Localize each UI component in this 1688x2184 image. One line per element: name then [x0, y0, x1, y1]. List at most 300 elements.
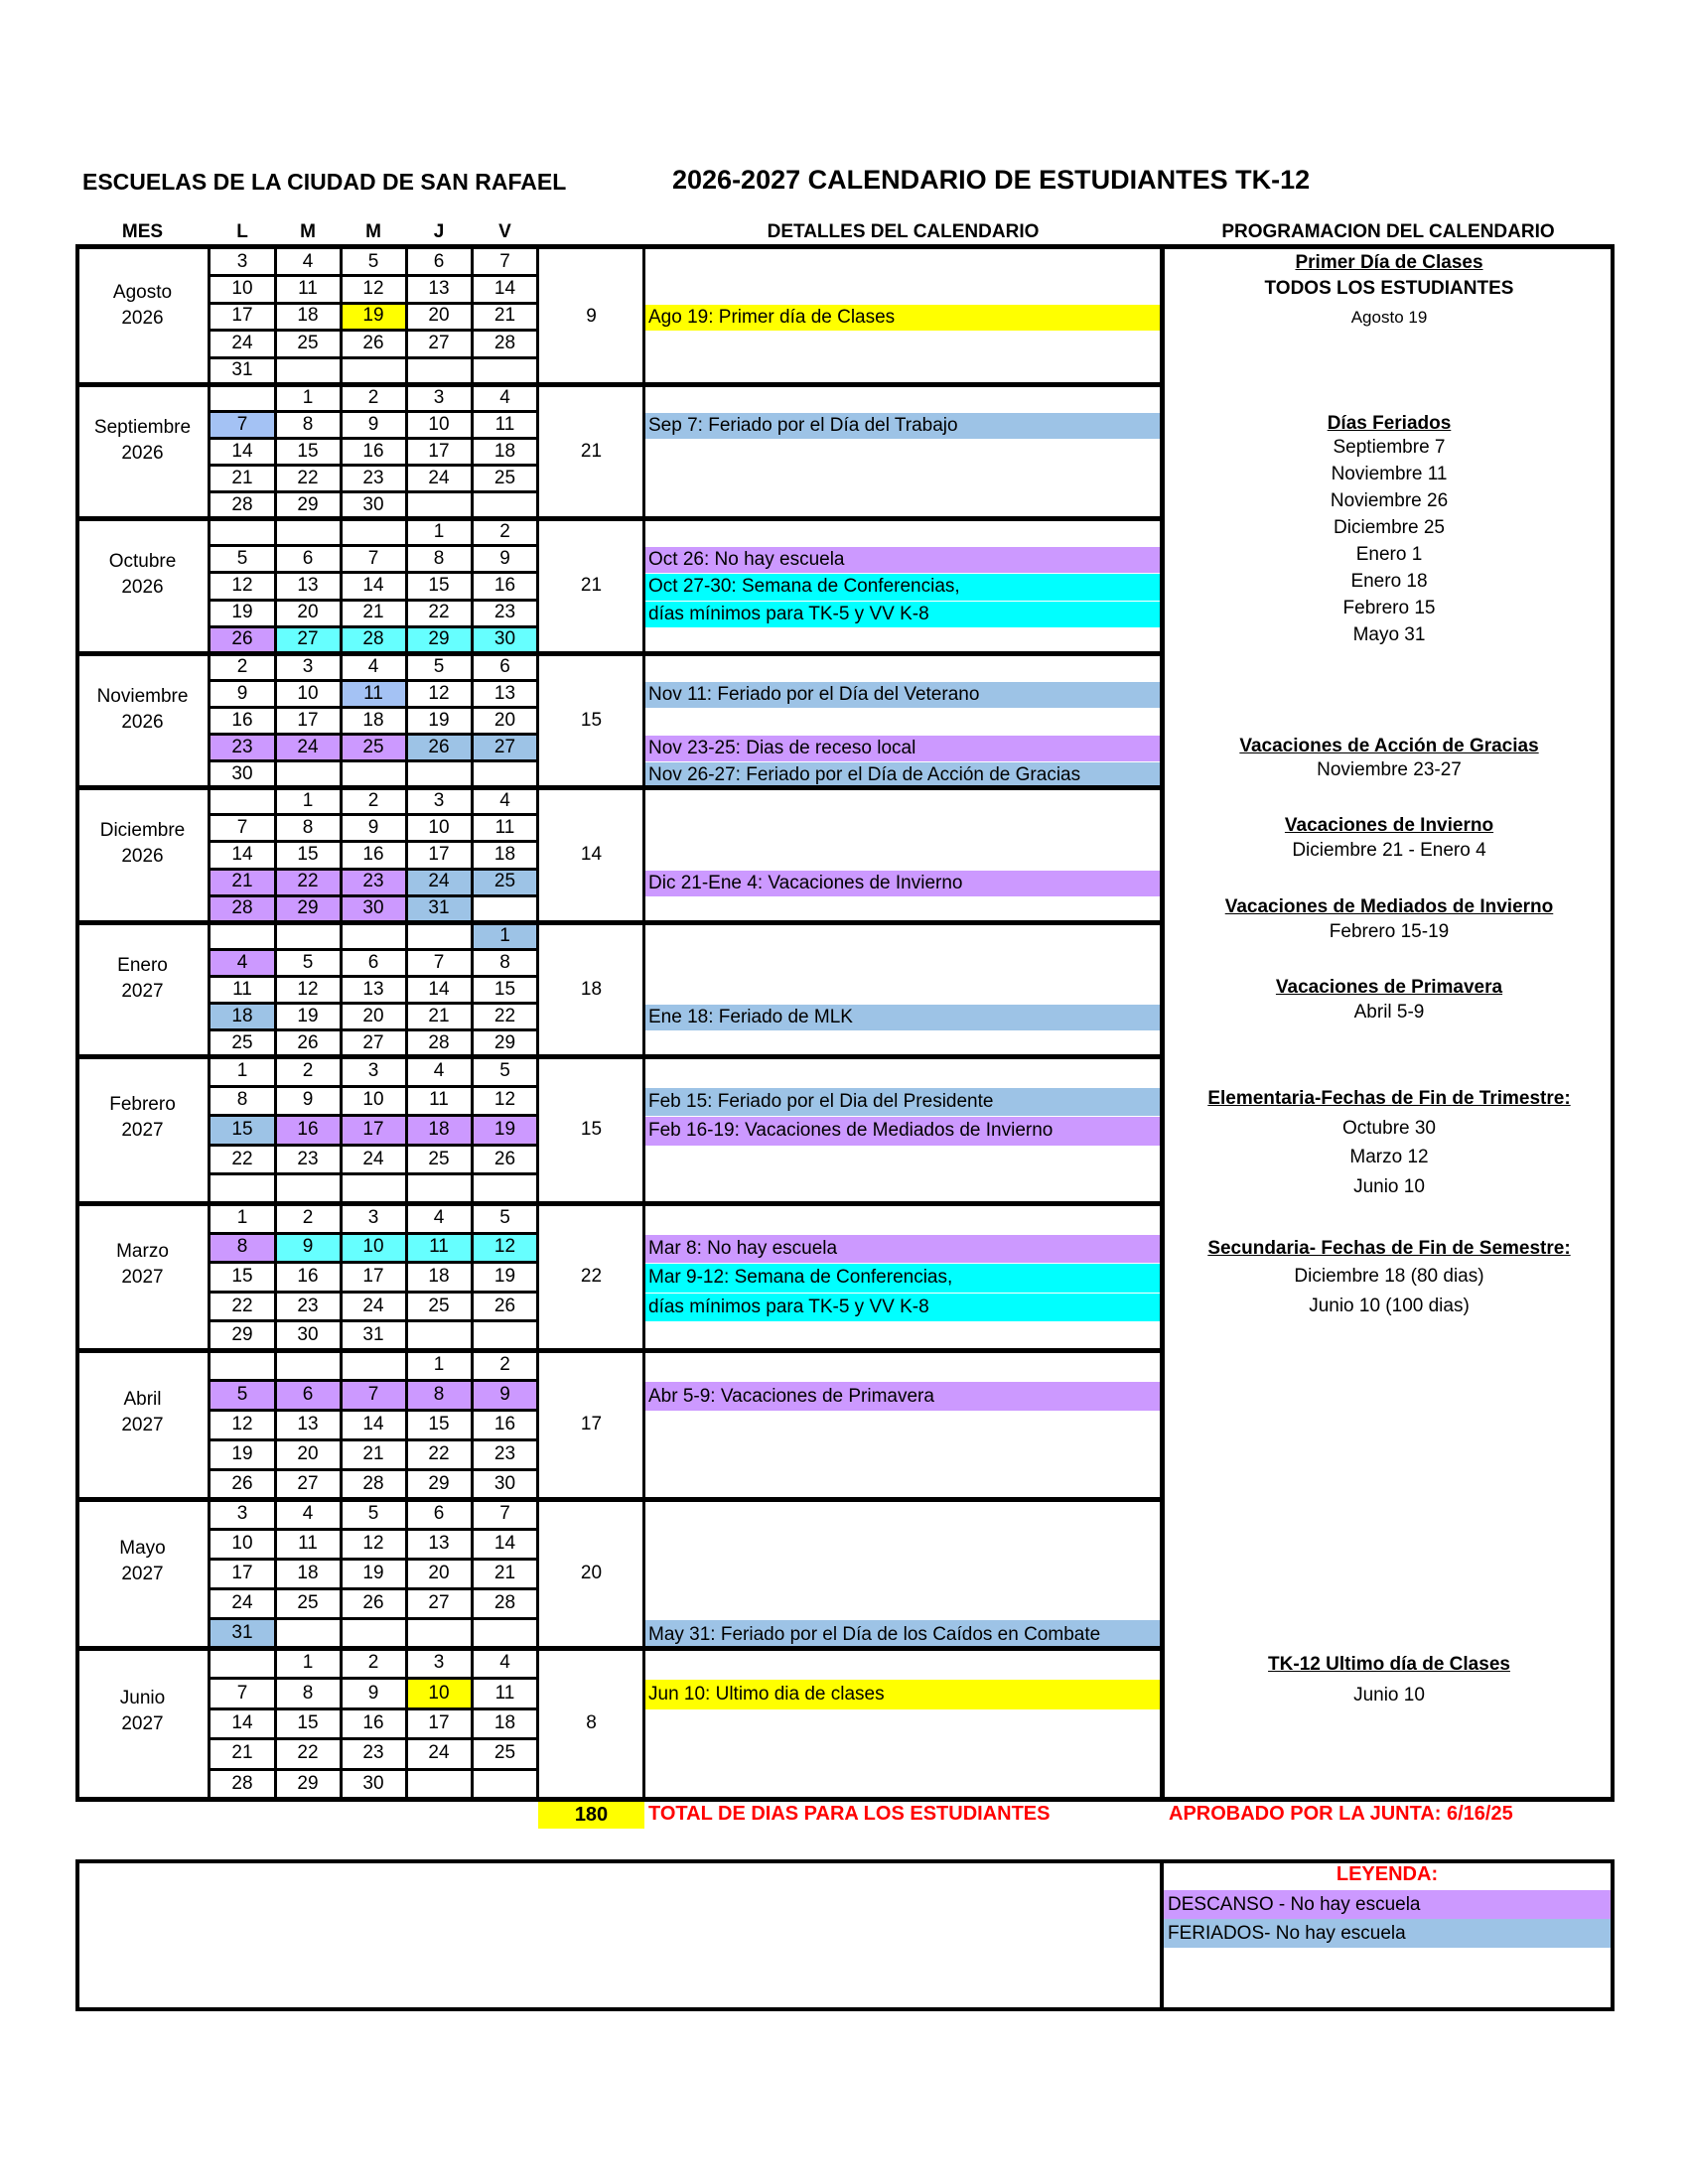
day-cell: 10 [231, 278, 253, 300]
day-cell: 8 [302, 816, 314, 838]
first-day-date [1166, 304, 1613, 331]
day-cell: 16 [362, 1711, 384, 1733]
day-cell: 3 [236, 250, 248, 272]
detail-text: Mar 8: No hay escuela [648, 1237, 838, 1259]
detail-text: Ene 18: Feriado de MLK [648, 1007, 853, 1027]
grid-line [405, 248, 408, 1799]
day-cell: 10 [231, 1533, 253, 1554]
detail-row [644, 1264, 1162, 1293]
day-cell: 18 [406, 1115, 472, 1145]
legend-title: LEYENDA: [1336, 1863, 1439, 1885]
grid-line [210, 975, 538, 978]
day-cell: 8 [406, 1380, 472, 1410]
grid-line [210, 356, 538, 359]
holidays-heading: Días Feriados [1327, 413, 1452, 434]
grid-line [210, 1002, 538, 1005]
day-cell: 9 [275, 1233, 341, 1263]
day-cell: 27 [472, 734, 538, 760]
detail-row [644, 1294, 1162, 1322]
day-cell: 26 [362, 1592, 384, 1613]
column-header-jueves: J [433, 221, 445, 242]
day-cell: 18 [493, 440, 516, 462]
grid-line [75, 920, 1162, 925]
day-cell: 25 [428, 1148, 450, 1169]
day-cell: 5 [210, 1380, 275, 1410]
day-cell: 24 [428, 1742, 450, 1764]
day-cell: 31 [231, 359, 253, 381]
day-cell: 6 [302, 547, 314, 569]
day-cell: 9 [499, 547, 510, 569]
day-cell: 23 [341, 869, 406, 895]
day-cell: 21 [493, 305, 516, 327]
legend-item-label: DESCANSO - No hay escuela [1168, 1893, 1421, 1915]
day-cell: 1 [302, 789, 314, 811]
elementary-date: Marzo 12 [1349, 1147, 1429, 1167]
month-school-days: 22 [580, 1266, 603, 1287]
day-cell: 20 [493, 709, 516, 731]
grid-line [1160, 244, 1165, 1799]
day-cell: 26 [406, 734, 472, 760]
grid-line [210, 1737, 538, 1740]
holiday-item: Noviembre 26 [1330, 490, 1449, 511]
day-cell: 7 [433, 951, 445, 973]
grid-line [75, 516, 1162, 521]
grid-line [210, 1468, 538, 1471]
day-cell: 4 [302, 250, 314, 272]
grid-line [75, 785, 1162, 790]
day-cell: 14 [428, 978, 450, 1000]
day-cell: 4 [302, 1503, 314, 1524]
day-cell: 17 [231, 305, 253, 327]
detail-text: Mar 9-12: Semana de Conferencias, [648, 1267, 953, 1289]
empty-day-cell [210, 1648, 275, 1678]
grid-line [210, 733, 538, 736]
day-cell: 28 [231, 1772, 253, 1794]
day-cell: 12 [362, 278, 384, 300]
day-cell: 2 [367, 1652, 379, 1674]
day-cell: 1 [433, 520, 445, 542]
day-cell: 7 [367, 547, 379, 569]
day-cell: 3 [236, 1503, 248, 1524]
first-day-sub: TODOS LOS ESTUDIANTES [1264, 278, 1514, 299]
day-cell: 29 [406, 626, 472, 653]
empty-day-cell [341, 760, 406, 787]
day-cell: 9 [236, 682, 248, 704]
day-cell: 5 [499, 1059, 510, 1081]
day-cell: 6 [433, 1503, 445, 1524]
day-cell: 18 [297, 1563, 319, 1583]
day-cell: 18 [493, 1711, 516, 1733]
empty-day-cell [472, 1320, 538, 1350]
month-label [75, 1191, 210, 1338]
day-cell: 15 [231, 1265, 253, 1287]
day-cell: 23 [362, 1742, 384, 1764]
detail-row [644, 1088, 1162, 1117]
day-cell: 17 [428, 1711, 450, 1733]
day-cell: 19 [341, 303, 406, 330]
day-cell: 2 [499, 1354, 510, 1375]
last-day-heading: TK-12 Ultimo día de Clases [1268, 1654, 1510, 1675]
day-cell: 11 [341, 680, 406, 707]
month-year: 2026 [121, 577, 164, 599]
day-cell: 1 [433, 1354, 445, 1375]
grid-line [210, 868, 538, 871]
day-cell: 30 [362, 1772, 384, 1794]
day-cell: 29 [231, 1324, 253, 1346]
day-cell: 11 [494, 1682, 515, 1704]
day-cell: 5 [499, 1206, 510, 1228]
day-cell: 25 [472, 869, 538, 895]
day-cell: 29 [275, 895, 341, 922]
day-cell: 23 [493, 602, 516, 623]
day-cell: 8 [302, 1682, 314, 1704]
holiday-item: Enero 1 [1355, 544, 1423, 565]
day-cell: 24 [406, 869, 472, 895]
day-cell: 13 [428, 278, 450, 300]
empty-day-cell [275, 518, 341, 545]
day-cell: 4 [367, 655, 379, 677]
empty-day-cell [275, 357, 341, 384]
grid-line [340, 248, 343, 1799]
grid-line [210, 1144, 538, 1147]
day-cell: 4 [433, 1059, 445, 1081]
day-cell: 24 [362, 1295, 384, 1316]
holiday-item: Enero 18 [1350, 571, 1428, 592]
day-cell: 9 [472, 1380, 538, 1410]
day-cell: 17 [231, 1563, 253, 1583]
day-cell: 26 [297, 1031, 319, 1053]
day-cell: 22 [428, 1443, 450, 1464]
day-cell: 15 [428, 1414, 450, 1434]
detail-text: Abr 5-9: Vacaciones de Primavera [648, 1385, 934, 1407]
day-cell: 9 [367, 413, 379, 435]
board-approval: APROBADO POR LA JUNTA: 6/16/25 [1169, 1803, 1513, 1825]
empty-day-cell [210, 1173, 275, 1203]
grid-line [210, 1558, 538, 1561]
day-cell: 30 [297, 1324, 319, 1346]
day-cell: 12 [472, 1233, 538, 1263]
day-cell: 22 [231, 1295, 253, 1316]
detail-row [644, 1620, 1162, 1649]
empty-day-cell [341, 922, 406, 949]
day-cell: 23 [297, 1295, 319, 1316]
day-cell: 11 [429, 1089, 449, 1111]
day-cell: 15 [210, 1115, 275, 1145]
day-cell: 25 [493, 1742, 516, 1764]
grid-line [274, 248, 277, 1799]
grid-line [210, 571, 538, 574]
grid-line [210, 1379, 538, 1382]
detail-row [644, 602, 1162, 627]
day-cell: 5 [367, 250, 379, 272]
month-year: 2027 [121, 1120, 164, 1142]
grid-line [210, 1291, 538, 1294]
grid-line [210, 1409, 538, 1412]
month-school-days: 21 [580, 440, 603, 462]
month-name: Diciembre [99, 820, 186, 842]
day-cell: 18 [297, 305, 319, 327]
empty-day-cell [406, 491, 472, 518]
grid-line [210, 1172, 538, 1175]
day-cell: 27 [362, 1031, 384, 1053]
day-cell: 26 [362, 332, 384, 353]
day-cell: 9 [367, 816, 379, 838]
month-name: Marzo [116, 1241, 169, 1263]
detail-text: Jun 10: Ultimo dia de clases [648, 1684, 885, 1706]
day-cell: 30 [362, 493, 384, 515]
day-cell: 22 [231, 1148, 253, 1169]
day-cell: 29 [297, 493, 319, 515]
day-cell: 6 [275, 1380, 341, 1410]
holiday-item: Noviembre 11 [1331, 464, 1448, 484]
spring-heading: Vacaciones de Primavera [1275, 977, 1503, 998]
month-school-days: 21 [580, 575, 603, 596]
day-cell: 10 [341, 1233, 406, 1263]
column-header-martes: M [300, 221, 316, 242]
empty-day-cell [472, 760, 538, 787]
empty-day-cell [275, 922, 341, 949]
detail-row [644, 682, 1162, 708]
month-name: Noviembre [96, 685, 189, 707]
day-cell: 27 [297, 1473, 319, 1494]
legend-item-descanso [1164, 1890, 1611, 1919]
month-label [75, 237, 210, 373]
month-label [75, 507, 210, 642]
day-cell: 12 [297, 978, 319, 1000]
day-cell: 25 [297, 332, 319, 353]
month-school-days: 9 [586, 305, 597, 327]
detail-row [644, 413, 1162, 439]
detail-text: Oct 27-30: Semana de Conferencias, [648, 576, 960, 598]
day-cell: 19 [362, 1563, 384, 1583]
grid-line [75, 1797, 1615, 1802]
holiday-item: Febrero 15 [1342, 598, 1436, 618]
grid-line [471, 248, 474, 1799]
detail-row [644, 305, 1162, 331]
day-cell: 25 [428, 1295, 450, 1316]
day-cell: 27 [428, 1592, 450, 1613]
detail-text: Nov 26-27: Feriado por el Día de Acción de Gracias [648, 764, 1081, 785]
empty-day-cell [341, 1173, 406, 1203]
empty-day-cell [341, 1350, 406, 1380]
detail-row [644, 1235, 1162, 1264]
day-cell: 17 [428, 440, 450, 462]
day-cell: 5 [302, 951, 314, 973]
grid-line [210, 410, 538, 413]
month-name: Abril [123, 1389, 162, 1410]
day-cell: 21 [231, 1742, 253, 1764]
day-cell: 14 [362, 1414, 384, 1434]
month-school-days: 8 [586, 1712, 597, 1733]
month-school-days: 17 [580, 1414, 603, 1434]
day-cell: 17 [428, 843, 450, 865]
month-label [75, 1487, 210, 1636]
month-year: 2027 [121, 1267, 164, 1289]
column-header-lunes: L [236, 221, 248, 242]
day-cell: 31 [210, 1618, 275, 1648]
grid-line [210, 599, 538, 602]
empty-day-cell [472, 1769, 538, 1799]
grid-line [75, 1348, 1162, 1353]
day-cell: 24 [231, 332, 253, 353]
day-cell: 12 [231, 574, 253, 596]
day-cell: 13 [297, 1414, 319, 1434]
empty-day-cell [275, 1173, 341, 1203]
month-label [75, 776, 210, 911]
holiday-item: Diciembre 25 [1334, 517, 1445, 538]
day-cell: 4 [499, 789, 510, 811]
day-cell: 18 [362, 709, 384, 731]
empty-day-cell [341, 1618, 406, 1648]
column-header-viernes: V [498, 221, 511, 242]
day-cell: 2 [367, 789, 379, 811]
column-header-miercoles: M [365, 221, 381, 242]
last-day-date-text: Junio 10 [1353, 1685, 1425, 1706]
day-cell: 8 [302, 413, 314, 435]
grid-line [210, 1438, 538, 1441]
grid-line [210, 948, 538, 951]
thanksgiving-dates: Noviembre 23-27 [1317, 759, 1462, 780]
secondary-date: Junio 10 (100 dias) [1309, 1296, 1470, 1316]
day-cell: 23 [210, 734, 275, 760]
column-header-schedule: PROGRAMACION DEL CALENDARIO [1221, 221, 1555, 242]
detail-row [644, 574, 1162, 600]
day-cell: 24 [275, 734, 341, 760]
day-cell: 29 [493, 1031, 516, 1053]
day-cell: 10 [406, 1678, 472, 1707]
empty-day-cell [472, 357, 538, 384]
day-cell: 6 [433, 250, 445, 272]
empty-day-cell [210, 384, 275, 411]
day-cell: 8 [499, 951, 510, 973]
grid-line [210, 840, 538, 843]
day-cell: 19 [297, 1005, 319, 1026]
day-cell: 28 [493, 1592, 516, 1613]
day-cell: 21 [231, 467, 253, 488]
detail-row [644, 736, 1162, 761]
thanksgiving-heading: Vacaciones de Acción de Gracias [1239, 736, 1539, 756]
empty-day-cell [275, 1618, 341, 1648]
day-cell: 7 [236, 1682, 248, 1704]
month-label [75, 1338, 210, 1487]
day-cell: 4 [499, 1652, 510, 1674]
day-cell: 12 [362, 1533, 384, 1554]
day-cell: 10 [428, 413, 450, 435]
day-cell: 7 [210, 411, 275, 438]
day-cell: 30 [341, 895, 406, 922]
day-cell: 4 [499, 386, 510, 408]
day-cell: 22 [493, 1005, 516, 1026]
day-cell: 25 [341, 734, 406, 760]
empty-day-cell [210, 518, 275, 545]
first-day-heading: Primer Día de Clases [1295, 252, 1483, 273]
day-cell: 22 [275, 869, 341, 895]
day-cell: 17 [362, 1265, 384, 1287]
day-cell: 30 [472, 626, 538, 653]
grid-line [210, 302, 538, 305]
day-cell: 2 [302, 1059, 314, 1081]
empty-day-cell [472, 1173, 538, 1203]
month-name: Septiembre [93, 416, 192, 438]
secondary-date: Diciembre 18 (80 dias) [1294, 1266, 1484, 1287]
school-name: ESCUELAS DE LA CIUDAD DE SAN RAFAEL [82, 169, 567, 195]
empty-day-cell [472, 1618, 538, 1648]
spring-dates: Abril 5-9 [1353, 1002, 1425, 1023]
day-cell: 28 [341, 626, 406, 653]
grid-line [536, 248, 539, 1799]
day-cell: 18 [428, 1265, 450, 1287]
day-cell: 29 [297, 1772, 319, 1794]
day-cell: 17 [297, 709, 319, 731]
empty-day-cell [406, 1173, 472, 1203]
day-cell: 22 [297, 467, 319, 488]
grid-line [210, 1528, 538, 1531]
day-cell: 5 [236, 547, 248, 569]
grid-line [210, 1707, 538, 1710]
day-cell: 9 [367, 1682, 379, 1704]
day-cell: 13 [493, 682, 516, 704]
month-name: Octubre [108, 551, 177, 573]
grid-line [210, 1319, 538, 1322]
empty-day-cell [275, 1350, 341, 1380]
day-cell: 1 [236, 1059, 248, 1081]
grid-line [75, 651, 1162, 656]
month-school-days: 18 [580, 978, 603, 1000]
detail-text: días mínimos para TK-5 y VV K-8 [648, 603, 929, 624]
day-cell: 2 [367, 386, 379, 408]
grid-line [210, 329, 538, 332]
day-cell: 24 [428, 467, 450, 488]
day-cell: 20 [297, 1443, 319, 1464]
grid-line [75, 1646, 1162, 1651]
detail-text: May 31: Feriado por el Día de los Caídos en Combate [648, 1623, 1101, 1645]
detail-text: Oct 26: No hay escuela [648, 549, 845, 571]
day-cell: 21 [493, 1563, 516, 1583]
month-label [75, 1044, 210, 1191]
day-cell: 25 [297, 1592, 319, 1613]
detail-row [644, 1005, 1162, 1030]
month-year: 2027 [121, 1712, 164, 1734]
grid-line [210, 759, 538, 762]
empty-day-cell [406, 1618, 472, 1648]
grid-line [210, 464, 538, 467]
detail-text: Sep 7: Feriado por el Día del Trabajo [648, 415, 958, 436]
day-cell: 19 [472, 1115, 538, 1145]
empty-day-cell [406, 357, 472, 384]
day-cell: 5 [433, 655, 445, 677]
grid-line [75, 244, 79, 1801]
month-year: 2026 [121, 711, 164, 733]
day-cell: 15 [428, 574, 450, 596]
empty-day-cell [406, 922, 472, 949]
day-cell: 28 [210, 895, 275, 922]
grid-line [210, 1261, 538, 1264]
day-cell: 1 [302, 1652, 314, 1674]
day-cell: 19 [493, 1265, 516, 1287]
grid-line [75, 1497, 1162, 1502]
winter-dates: Diciembre 21 - Enero 4 [1292, 840, 1486, 861]
month-school-days: 15 [580, 1119, 603, 1140]
day-cell: 26 [493, 1295, 516, 1316]
day-cell: 9 [302, 1089, 314, 1111]
day-cell: 18 [493, 843, 516, 865]
month-year: 2026 [121, 442, 164, 464]
grid-line [210, 894, 538, 897]
day-cell: 8 [210, 1233, 275, 1263]
day-cell: 15 [297, 440, 319, 462]
day-cell: 14 [231, 1711, 253, 1733]
month-school-days: 14 [580, 844, 603, 865]
